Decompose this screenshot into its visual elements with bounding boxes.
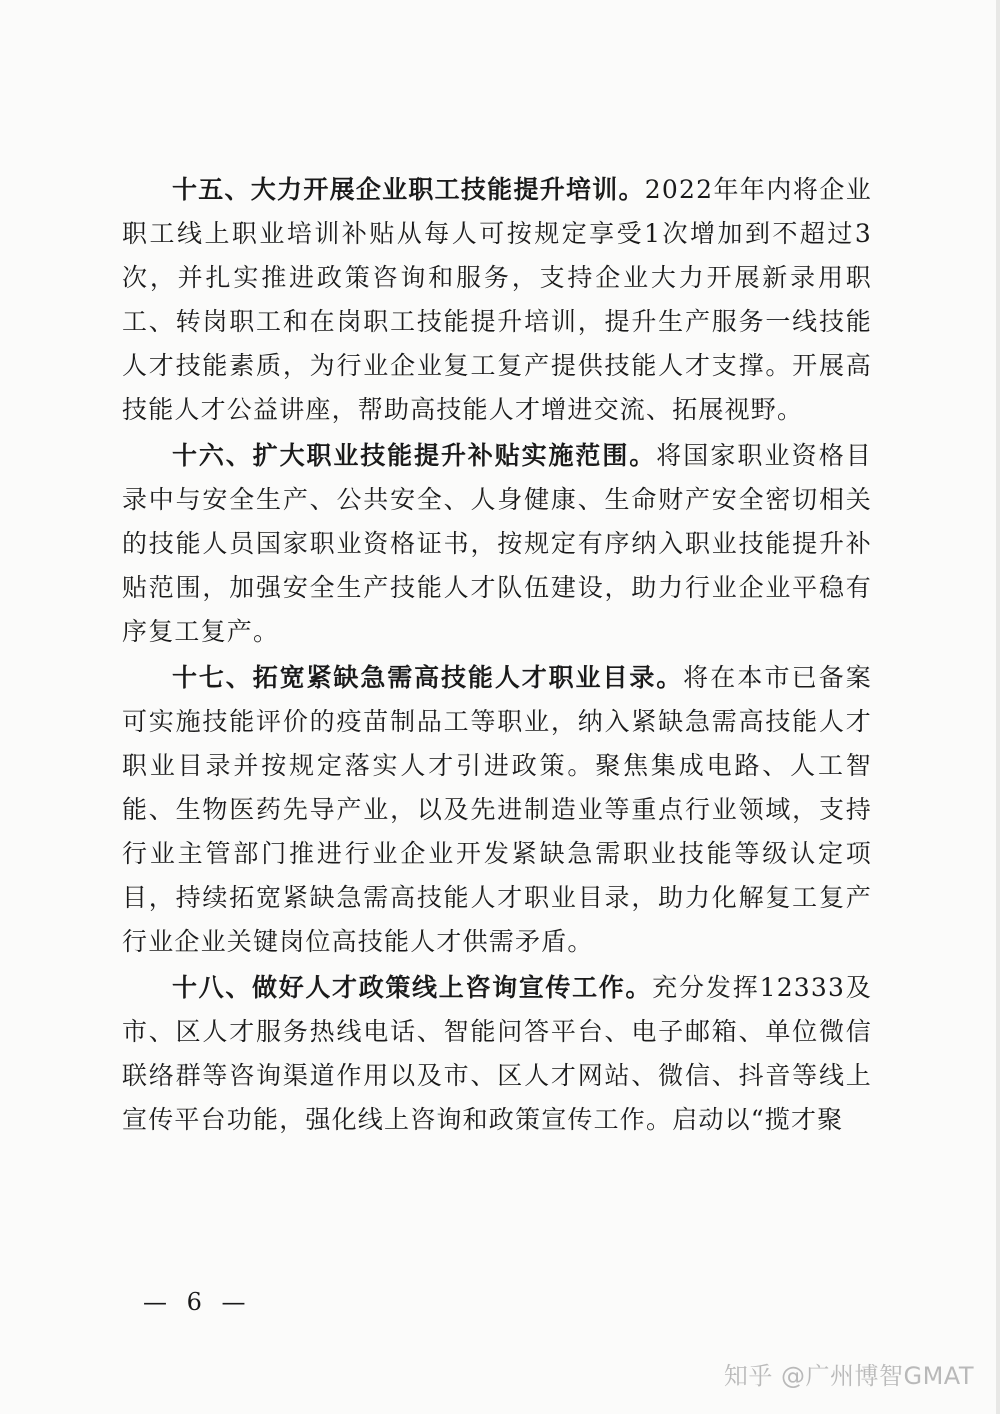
paragraph-18 xyxy=(122,966,872,1142)
paragraph-17 xyxy=(122,656,872,964)
section-heading-16: 十六、扩大职业技能提升补贴实施范围。 xyxy=(172,441,657,470)
watermark: 知乎 @广州博智GMAT xyxy=(723,1362,974,1390)
section-heading-17: 十七、拓宽紧缺急需高技能人才职业目录。 xyxy=(172,663,684,692)
body-text xyxy=(122,168,872,1144)
paragraph-text-18: 充分发挥12333及市、区人才服务热线电话、智能问答平台、电子邮箱、单位微信联络群等咨询渠道作用以及市、区人才网站、微信、抖音等线上宣传平台功能，强化线上咨询和政策宣传工作。启动以“揽才聚 xyxy=(122,973,872,1134)
section-heading-18: 十八、做好人才政策线上咨询宣传工作。 xyxy=(172,973,653,1002)
section-heading-15: 十五、大力开展企业职工技能提升培训。 xyxy=(172,175,645,204)
paragraph-text-16: 将国家职业资格目录中与安全生产、公共安全、人身健康、生命财产安全密切相关的技能人员国家职业资格证书，按规定有序纳入职业技能提升补贴范围，加强安全生产技能人才队伍建设，助力行业企业平稳有序复工复产。 xyxy=(122,441,872,646)
scan-edge xyxy=(996,0,1000,1414)
paragraph-text-15: 2022年年内将企业职工线上职业培训补贴从每人可按规定享受1次增加到不超过3次，并扎实推进政策咨询和服务，支持企业大力开展新录用职工、转岗职工和在岗职工技能提升培训，提升生产服务一线技能人才技能素质，为行业企业复工复产提供技能人才支撑。开展高技能人才公益讲座，帮助高技能人才增进交流、拓展视野。 xyxy=(122,175,872,424)
paragraph-16 xyxy=(122,434,872,654)
paragraph-15 xyxy=(122,168,872,432)
page-number: — 6 — xyxy=(143,1288,252,1316)
paragraph-text-17: 将在本市已备案可实施技能评价的疫苗制品工等职业，纳入紧缺急需高技能人才职业目录并按规定落实人才引进政策。聚焦集成电路、人工智能、生物医药先导产业，以及先进制造业等重点行业领域，支持行业主管部门推进行业企业开发紧缺急需职业技能等级认定项目，持续拓宽紧缺急需高技能人才职业目录，助力化解复工复产行业企业关键岗位高技能人才供需矛盾。 xyxy=(122,663,872,956)
